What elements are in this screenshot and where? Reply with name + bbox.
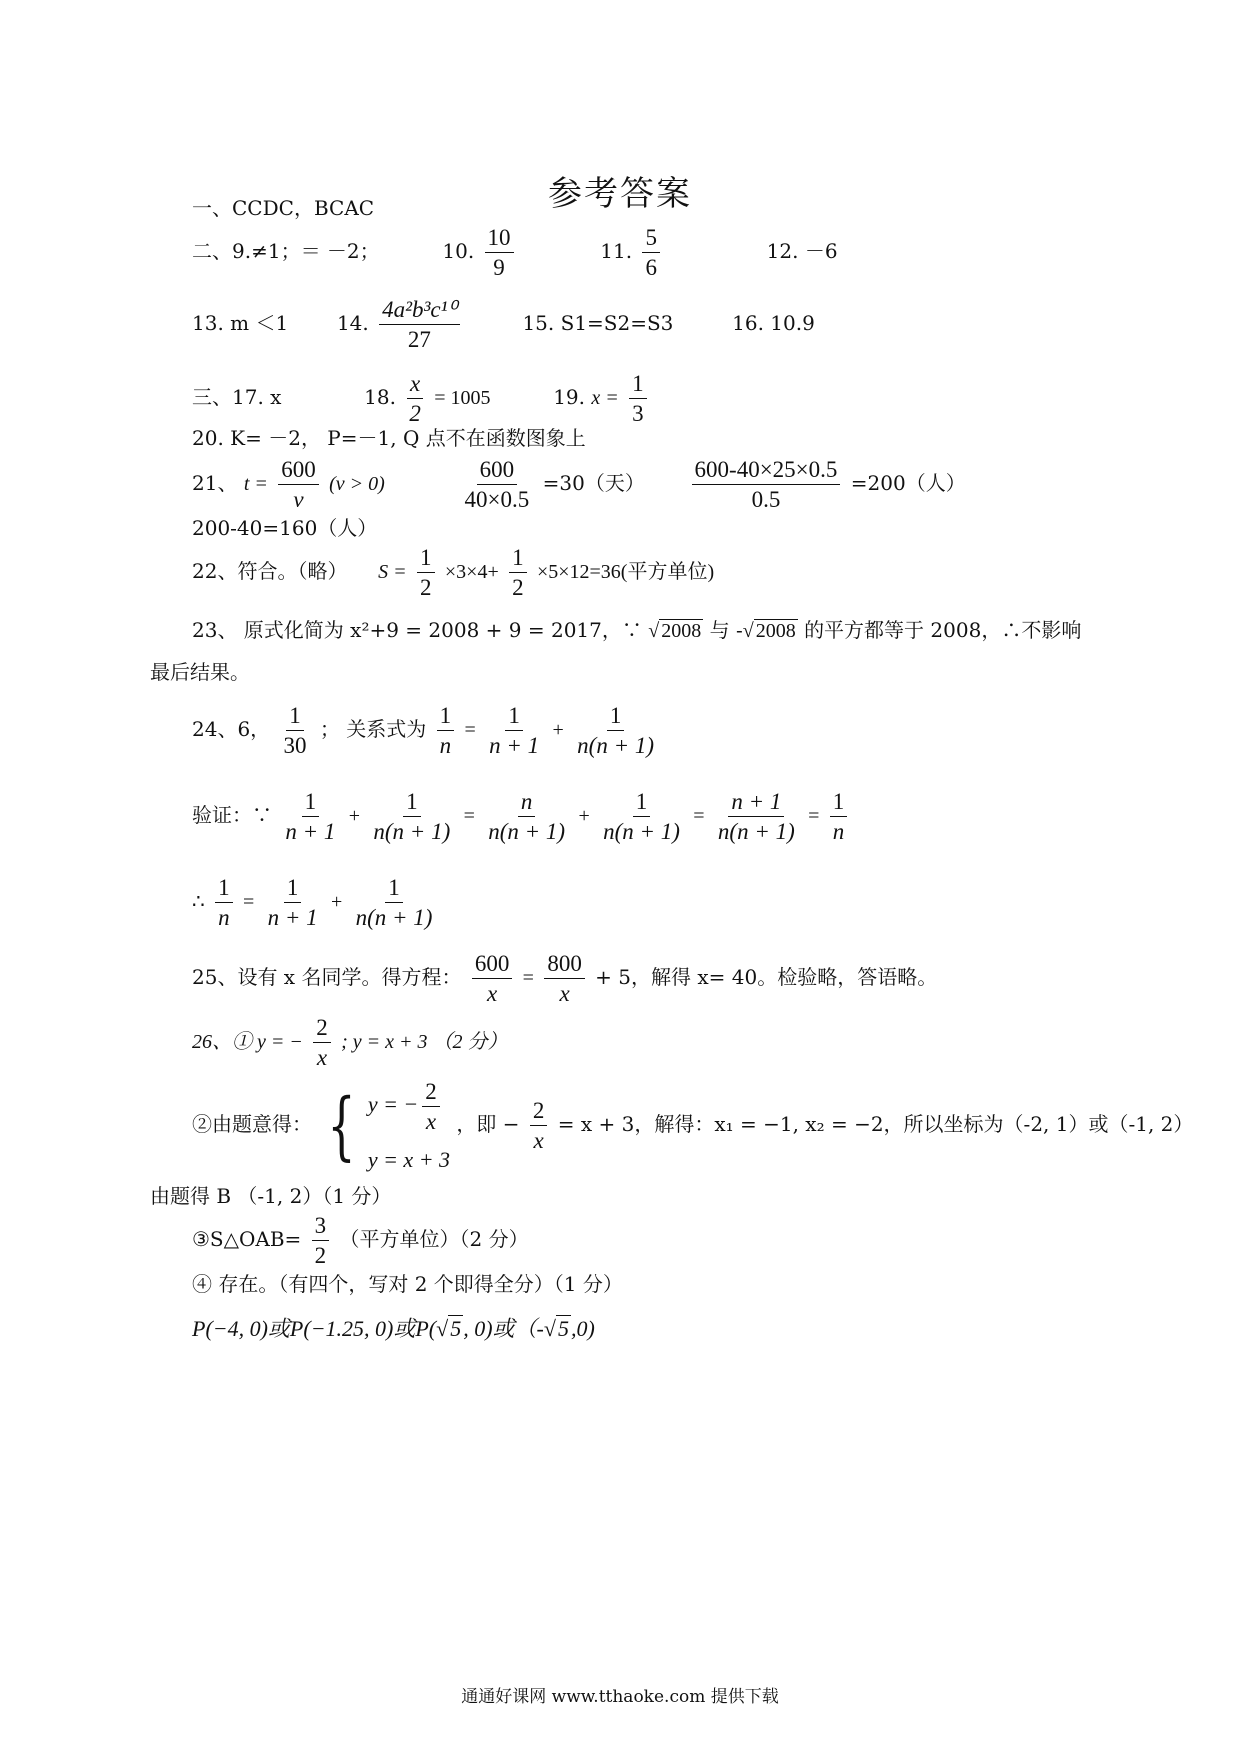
fraction-v2: $\frac{1}{n(n + 1)}$ [373,789,451,844]
answer-21-days: =30（天） [542,471,645,495]
answer-17: 三、17. x [192,385,282,409]
answer-row-13-16 [192,298,815,351]
answer-25-text: 25、设有 x 名同学。得方程： [192,965,462,989]
fraction-sys: $\frac{2}{x}$ [422,1080,440,1133]
answer-26-3-label: ③S△OAB= [192,1227,302,1251]
fraction-25-b: $\frac{800}{x}$ [544,952,585,1005]
answer-16: 16. 10.9 [732,311,815,335]
fraction-22-a: $\frac{1}{2}$ [417,546,435,599]
system-eq2: y = x + 3 [367,1147,451,1172]
fraction-14: $\frac{\text{4a²b³c¹⁰}}{27}$ [379,298,460,351]
answer-24-relation: ； 关系式为 [319,717,427,741]
plus-sign: + [552,719,564,741]
fraction-22-b: $\frac{1}{2}$ [509,546,527,599]
fraction-25-a: $\frac{600}{x}$ [472,952,513,1005]
answer-23-cont: 最后结果。 [150,660,250,684]
sqrt-2008: √ 2008 [648,620,702,642]
answer-19-label: 19. [553,385,586,409]
answer-14-label: 14. [336,311,369,335]
answer-25-result: + 5，解得 x= 40。检验略，答语略。 [595,965,938,989]
fraction-c2: $\frac{1}{n + 1}$ [267,875,318,930]
fraction-21-people: $\frac{600-40\times 25\times 0.5}{0.5}$ [692,458,841,511]
fraction-v3: $\frac{n}{n(n + 1)}$ [488,789,566,844]
equals-sign: = [693,805,705,827]
sqrt-5-neg: √5 [543,1316,569,1341]
answer-26-eq1: 26、① y = − [192,1031,303,1053]
plus-sign: + [578,805,590,827]
fraction-24-d: $\frac{1}{n(n + 1)}$ [577,703,654,758]
answer-20: 20. K= －2， P=－1, Q 点不在函数图象上 [192,426,586,450]
fraction-11: $\frac{5}{6}$ [642,226,660,279]
points-text-3: ,0) [570,1316,595,1341]
answer-21 [192,458,966,511]
answer-22-result: ×5×12=36(平方单位) [536,561,715,583]
equals-sign: = [522,967,534,989]
verification-label: 验证：∵ [192,803,272,827]
answer-13: 13. m ＜1 [192,311,289,335]
answer-18-value: = 1005 [434,387,491,409]
answer-24-verification [192,790,851,843]
answer-22-text: 22、符合。（略） [192,559,348,583]
answer-21-people: =200（人） [850,471,966,495]
fraction-21-days: $\frac{600}{40\times 0.5}$ [464,457,530,512]
answer-25 [192,952,937,1005]
equation-system [368,1080,450,1171]
answer-9: 二、9.≠1；＝ －2； [192,239,380,263]
answer-26-eq2: ; y = x + 3 （2 分） [341,1031,508,1053]
answer-24-text: 24、6， [192,717,271,741]
answer-26-points [192,1318,595,1340]
fraction-v6: $\frac{1}{n}$ [830,790,848,843]
sqrt-5: √5 [436,1316,462,1341]
plus-sign: + [330,891,343,913]
fraction-v1: $\frac{1}{n + 1}$ [285,789,336,844]
answer-10-label: 10. [442,239,475,263]
fraction-24-a: $\frac{1}{30}$ [283,703,307,758]
answer-18-label: 18. [364,385,396,409]
page-title: 参考答案 [548,174,692,214]
answer-26-2-result: = x + 3，解得：x₁ = −1, x₂ = −2，所以坐标为（-2, 1）或（-1, 2） [557,1112,1194,1136]
answer-11-label: 11. [600,239,633,263]
answer-section-3 [192,372,651,425]
answer-section-1: 一、CCDC，BCAC [192,196,375,220]
answer-26-part1 [192,1016,508,1069]
answer-21-condition: (v > 0) [329,473,385,495]
equals-sign: = [464,719,476,741]
sqrt-2008-neg: √ 2008 [742,620,796,642]
fraction-19: $\frac{1}{3}$ [629,372,647,425]
fraction-c1: $\frac{1}{n}$ [215,876,233,929]
answer-24 [192,704,661,757]
answer-23 [192,620,1192,641]
answer-22-s: S = [378,561,407,583]
fraction-18: $\frac{x}{2}$ [406,372,424,425]
fraction-10: $\frac{10}{9}$ [485,226,514,279]
answer-26-part4: ④ 存在。（有四个，写对 2 个即得全分）（1 分） [192,1272,623,1296]
answer-section-2 [192,226,838,279]
therefore-symbol: ∴ [192,889,205,913]
fraction-c3: $\frac{1}{n(n + 1)}$ [355,875,433,930]
answer-26-part2 [192,1080,1193,1171]
answer-23-end: 的平方都等于 2008，∴不影响 [804,618,1082,642]
answer-15: 15. S1=S2=S3 [522,311,674,335]
answer-21-t: t = [243,473,268,495]
points-text-2: , 0)或（- [463,1316,544,1341]
system-eq1: y = − [367,1091,419,1117]
left-brace-icon: { [327,1082,357,1169]
answer-21-cont: 200-40=160（人） [192,516,378,540]
footer-source: 通通好课网 www.tthaoke.com 提供下载 [461,1687,779,1707]
answer-26-2-mid: ，即 − [456,1112,520,1136]
fraction-24-b: $\frac{1}{n}$ [437,704,455,757]
answer-22 [192,546,714,599]
answer-26-b: 由题得 B （-1, 2）（1 分） [150,1184,392,1208]
answer-24-conclusion [192,876,439,929]
fraction-26-2: $\frac{2}{x}$ [530,1099,548,1152]
fraction-26-1: $\frac{2}{x}$ [313,1016,331,1069]
answer-19-lhs: x = [591,387,619,409]
answer-22-mid: ×3×4+ [444,561,499,583]
plus-sign: + [348,805,361,827]
fraction-v5: $\frac{n + 1}{n(n + 1)}$ [717,789,795,844]
fraction-v4: $\frac{1}{n(n + 1)}$ [603,789,680,844]
answer-12: 12. －6 [766,239,838,263]
answer-21-label: 21、 [192,471,238,495]
equals-sign: = [242,891,255,913]
answer-23-mid: 与 - [709,618,743,642]
equals-sign: = [808,805,820,827]
equals-sign: = [463,805,475,827]
answer-23-text: 23、 原式化简为 x²+9 = 2008 + 9 = 2017，∵ [192,618,642,642]
answer-26-2-label: ②由题意得： [192,1112,312,1136]
answer-26-part3 [192,1214,529,1267]
answer-26-3-unit: （平方单位）（2 分） [339,1227,529,1251]
points-text-1: P(−4, 0)或P(−1.25, 0)或P( [192,1316,437,1341]
fraction-26-3: $\frac{3}{2}$ [312,1214,330,1267]
fraction-24-c: $\frac{1}{n + 1}$ [489,703,540,758]
fraction-21-t: $\frac{600}{v}$ [278,458,319,511]
